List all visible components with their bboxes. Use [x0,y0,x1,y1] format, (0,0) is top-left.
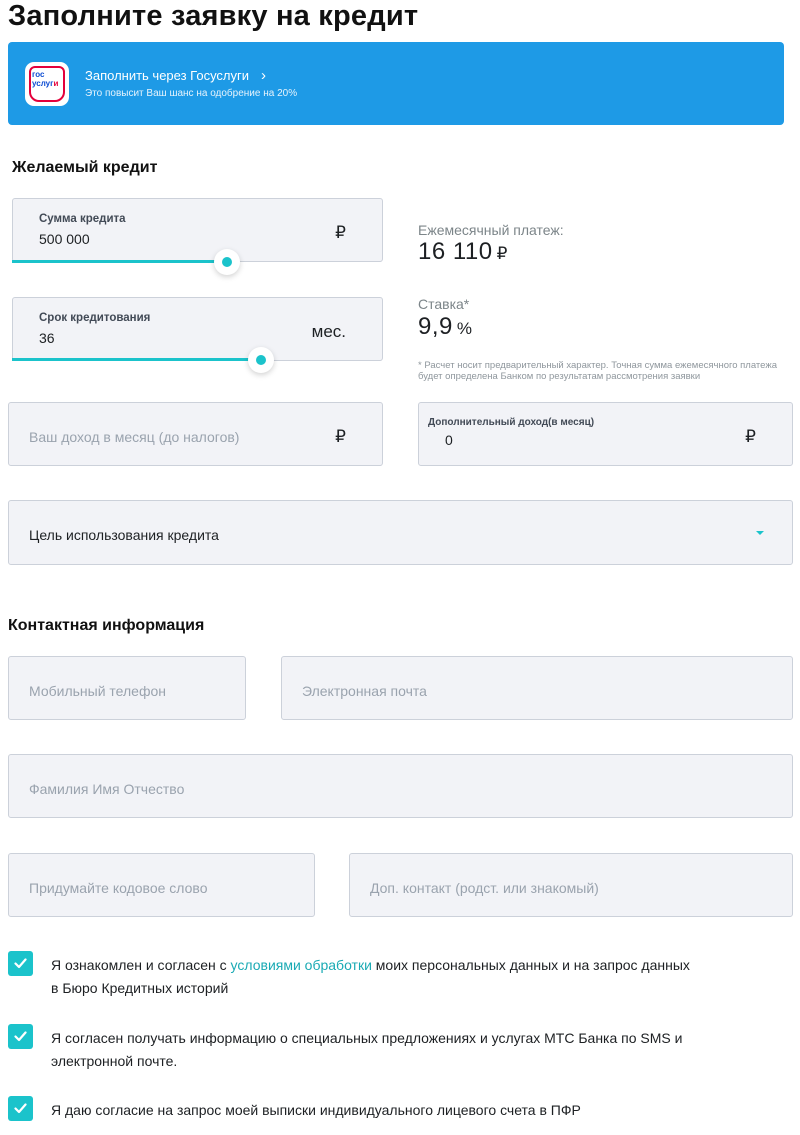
loan-amount-slider-fill [12,260,227,263]
consent-checkbox-1[interactable] [8,951,33,976]
page-title: Заполните заявку на кредит [8,0,419,32]
gosuslugi-logo [25,62,69,106]
loan-amount-slider-handle[interactable] [214,249,240,275]
monthly-payment-value: 16 110 ₽ [418,238,508,265]
gosuslugi-title[interactable]: Заполнить через Госуслуги [85,68,250,83]
loan-term-slider-handle[interactable] [248,347,274,373]
fullname-placeholder: Фамилия Имя Отчество [29,781,185,797]
processing-terms-link[interactable]: условиями обработки [230,957,372,973]
loan-term-value[interactable]: 36 [39,330,55,346]
section-title-contacts: Контактная информация [8,617,205,634]
consent-text-2: Я согласен получать информацию о специальных предложениях и услугах МТС Банка по SMS и электронной почте. [51,1030,683,1069]
checkmark-icon [14,1031,27,1042]
ruble-sign: ₽ [745,427,756,446]
gosuslugi-banner[interactable] [8,42,784,125]
chevron-down-icon [756,531,764,535]
phone-input[interactable] [8,656,246,720]
extra-contact-input[interactable] [349,853,793,917]
gosuslugi-logo-text: гос [32,70,45,79]
email-input[interactable] [281,656,793,720]
loan-purpose-select[interactable] [8,500,793,565]
fullname-input[interactable] [8,754,793,818]
consent-text-1: Я ознакомлен и согласен с условиями обработки моих персональных данных и на запрос данных в Бюро Кредитных историй [51,957,690,996]
extra-contact-placeholder: Доп. контакт (родст. или знакомый) [370,880,599,896]
gosuslugi-logo-text-2: услуги [32,79,59,88]
checkmark-icon [14,1103,27,1114]
loan-term-label: Срок кредитования [39,312,151,324]
codeword-placeholder: Придумайте кодовое слово [29,880,208,896]
chevron-right-icon: › [261,67,266,84]
email-placeholder: Электронная почта [302,683,427,699]
consent-text-3: Я даю согласие на запрос моей выписки индивидуального лицевого счета в ПФР [51,1102,581,1118]
income-placeholder: Ваш доход в месяц (до налогов) [29,429,240,445]
loan-amount-label: Сумма кредита [39,213,126,225]
loan-term-field[interactable] [12,297,383,361]
loan-amount-value[interactable]: 500 000 [39,231,90,247]
codeword-input[interactable] [8,853,315,917]
consent-checkbox-2[interactable] [8,1024,33,1049]
calculation-footnote: * Расчет носит предварительный характер. Точная сумма ежемесячного платежа будет определена Банком по результатам рассмотрения заявки [418,360,777,382]
checkmark-icon [14,958,27,969]
months-suffix: мес. [311,322,346,341]
extra-income-input[interactable] [418,402,793,466]
rate-value: 9,9 % [418,313,473,340]
ruble-sign: ₽ [335,223,346,242]
section-title-credit: Желаемый кредит [12,159,158,176]
phone-placeholder: Мобильный телефон [29,683,166,699]
loan-amount-field[interactable] [12,198,383,262]
monthly-payment-label: Ежемесячный платеж: [418,222,564,238]
loan-term-slider-fill [12,358,261,361]
loan-purpose-value: Цель использования кредита [29,527,219,543]
ruble-sign: ₽ [335,427,346,446]
income-input[interactable] [8,402,383,466]
rate-label: Ставка* [418,296,470,312]
consent-checkbox-3[interactable] [8,1096,33,1121]
extra-income-label: Дополнительный доход(в месяц) [428,417,595,428]
extra-income-value[interactable]: 0 [445,432,453,448]
gosuslugi-subtitle: Это повысит Ваш шанс на одобрение на 20% [85,88,298,99]
